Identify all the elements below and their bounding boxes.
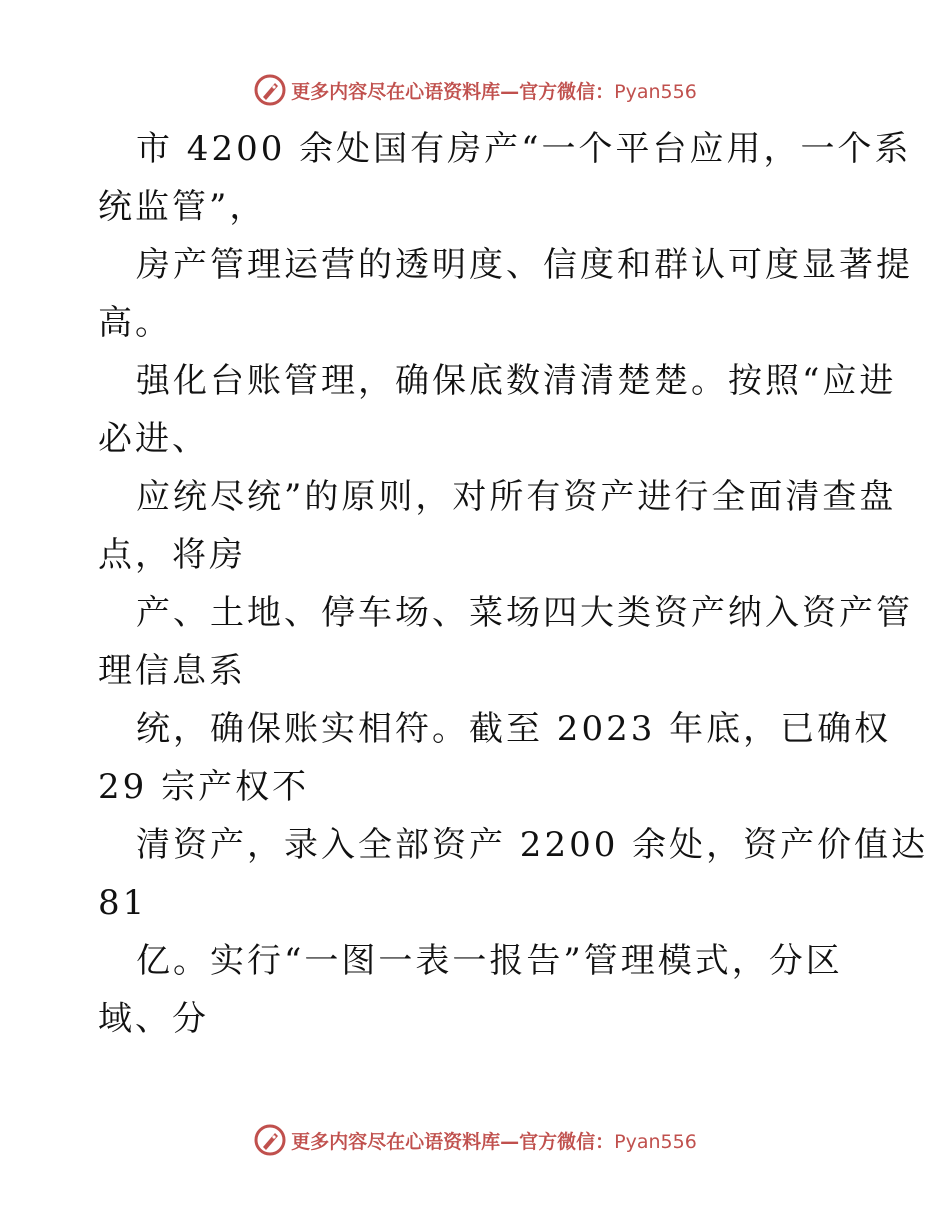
body-line: 应统尽统”的原则，对所有资产进行全面清查盘 bbox=[136, 477, 897, 517]
footer-wechat-id: Pyan556 bbox=[614, 1130, 697, 1153]
body-line: 统监管”， bbox=[98, 187, 267, 227]
body-line: 清资产，录入全部资产 2200 余处，资产价值达 bbox=[136, 825, 929, 865]
body-line: 市 4200 余处国有房产“一个平台应用，一个系 bbox=[136, 129, 912, 169]
body-line: 81 bbox=[98, 883, 148, 923]
body-line: 强化台账管理，确保底数清清楚楚。按照“应进 bbox=[136, 361, 897, 401]
body-line: 亿。实行“一图一表一报告”管理模式，分区 bbox=[136, 941, 843, 981]
body-line: 产、土地、停车场、菜场四大类资产纳入资产管 bbox=[136, 593, 913, 633]
header-wechat-id: Pyan556 bbox=[614, 80, 697, 103]
body-line: 29 宗产权不 bbox=[98, 767, 310, 807]
header-watermark-banner bbox=[0, 70, 950, 110]
body-line: 域、分 bbox=[98, 999, 209, 1039]
footer-banner-text: 更多内容尽在心语资料库—官方微信： bbox=[291, 1130, 615, 1153]
body-line: 点，将房 bbox=[98, 535, 246, 575]
document-body bbox=[98, 120, 929, 1048]
pen-nib-circle-icon bbox=[253, 73, 287, 107]
body-line: 统，确保账实相符。截至 2023 年底，已确权 bbox=[136, 709, 892, 749]
body-line: 高。 bbox=[98, 303, 172, 343]
footer-watermark-banner bbox=[0, 1120, 950, 1160]
body-line: 理信息系 bbox=[98, 651, 246, 691]
body-line: 房产管理运营的透明度、信度和群认可度显著提 bbox=[136, 245, 913, 285]
pen-nib-circle-icon bbox=[253, 1123, 287, 1157]
header-banner-text: 更多内容尽在心语资料库—官方微信： bbox=[291, 80, 615, 103]
body-line: 必进、 bbox=[98, 419, 209, 459]
